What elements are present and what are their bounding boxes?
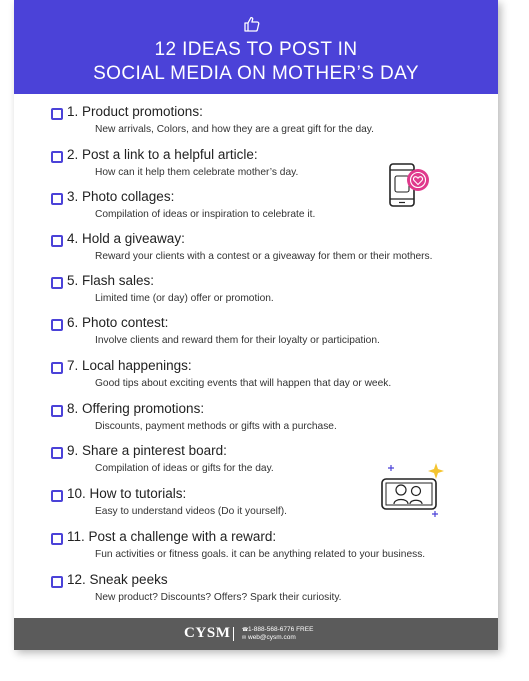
checkbox[interactable] [51,235,63,247]
item-description: Involve clients and reward them for their loyalty or participation. [95,335,380,346]
thumbs-up-icon [243,15,261,33]
item-description: Discounts, payment methods or gifts with a purchase. [95,421,337,432]
mail-icon: ✉ [242,635,247,641]
checkbox[interactable] [51,362,63,374]
item-title: 8. Offering promotions: [67,401,205,416]
document-page [14,0,498,650]
footer-divider [233,627,234,641]
item-description: New arrivals, Colors, and how they are a great gift for the day. [95,124,374,135]
item-description: Limited time (or day) offer or promotion. [95,293,274,304]
brand-logo: CYSM [184,625,231,641]
list-item [14,231,498,271]
checkbox[interactable] [51,193,63,205]
list-item [14,358,498,398]
footer-phone: 1-888-568-6776 FREE [248,626,314,633]
title-line-1: 12 IDEAS TO POST IN [154,39,358,60]
checkbox[interactable] [51,576,63,588]
item-description: Compilation of ideas or inspiration to celebrate it. [95,209,316,220]
item-title: 11. Post a challenge with a reward: [67,529,277,544]
item-description: Easy to understand videos (Do it yourself). [95,506,287,517]
family-photo-icon [378,461,448,519]
footer-email[interactable]: web@cysm.com [248,634,296,641]
list-item [14,572,498,612]
item-title: 9. Share a pinterest board: [67,443,227,458]
item-title: 10. How to tutorials: [67,486,187,501]
checkbox[interactable] [51,319,63,331]
item-title: 3. Photo collages: [67,189,175,204]
checkbox[interactable] [51,447,63,459]
list-item [14,273,498,313]
item-title: 7. Local happenings: [67,358,192,373]
footer-bar [14,618,498,650]
page-title [14,38,498,86]
list-item [14,529,498,569]
title-line-2: SOCIAL MEDIA ON MOTHER’S DAY [93,63,419,84]
list-item [14,401,498,441]
phone-heart-icon [386,162,444,210]
item-description: Reward your clients with a contest or a giveaway for them or their mothers. [95,251,433,262]
checkbox[interactable] [51,533,63,545]
item-description: How can it help them celebrate mother’s day. [95,167,299,178]
item-title: 12. Sneak peeks [67,572,168,587]
checkbox[interactable] [51,405,63,417]
contact-info [242,626,313,642]
list-item [14,104,498,144]
checkbox[interactable] [51,277,63,289]
list-item [14,315,498,355]
phone-icon: ☎ [242,627,249,633]
item-title: 5. Flash sales: [67,273,155,288]
item-title: 1. Product promotions: [67,104,203,119]
checkbox[interactable] [51,490,63,502]
item-description: Good tips about exciting events that will happen that day or week. [95,378,392,389]
item-title: 6. Photo contest: [67,315,169,330]
checkbox[interactable] [51,151,63,163]
header-banner [14,0,498,94]
item-description: New product? Discounts? Offers? Spark their curiosity. [95,592,342,603]
item-title: 4. Hold a giveaway: [67,231,185,246]
item-description: Fun activities or fitness goals. it can be anything related to your business. [95,549,426,560]
item-title: 2. Post a link to a helpful article: [67,147,258,162]
item-description: Compilation of ideas or gifts for the day. [95,463,274,474]
checkbox[interactable] [51,108,63,120]
